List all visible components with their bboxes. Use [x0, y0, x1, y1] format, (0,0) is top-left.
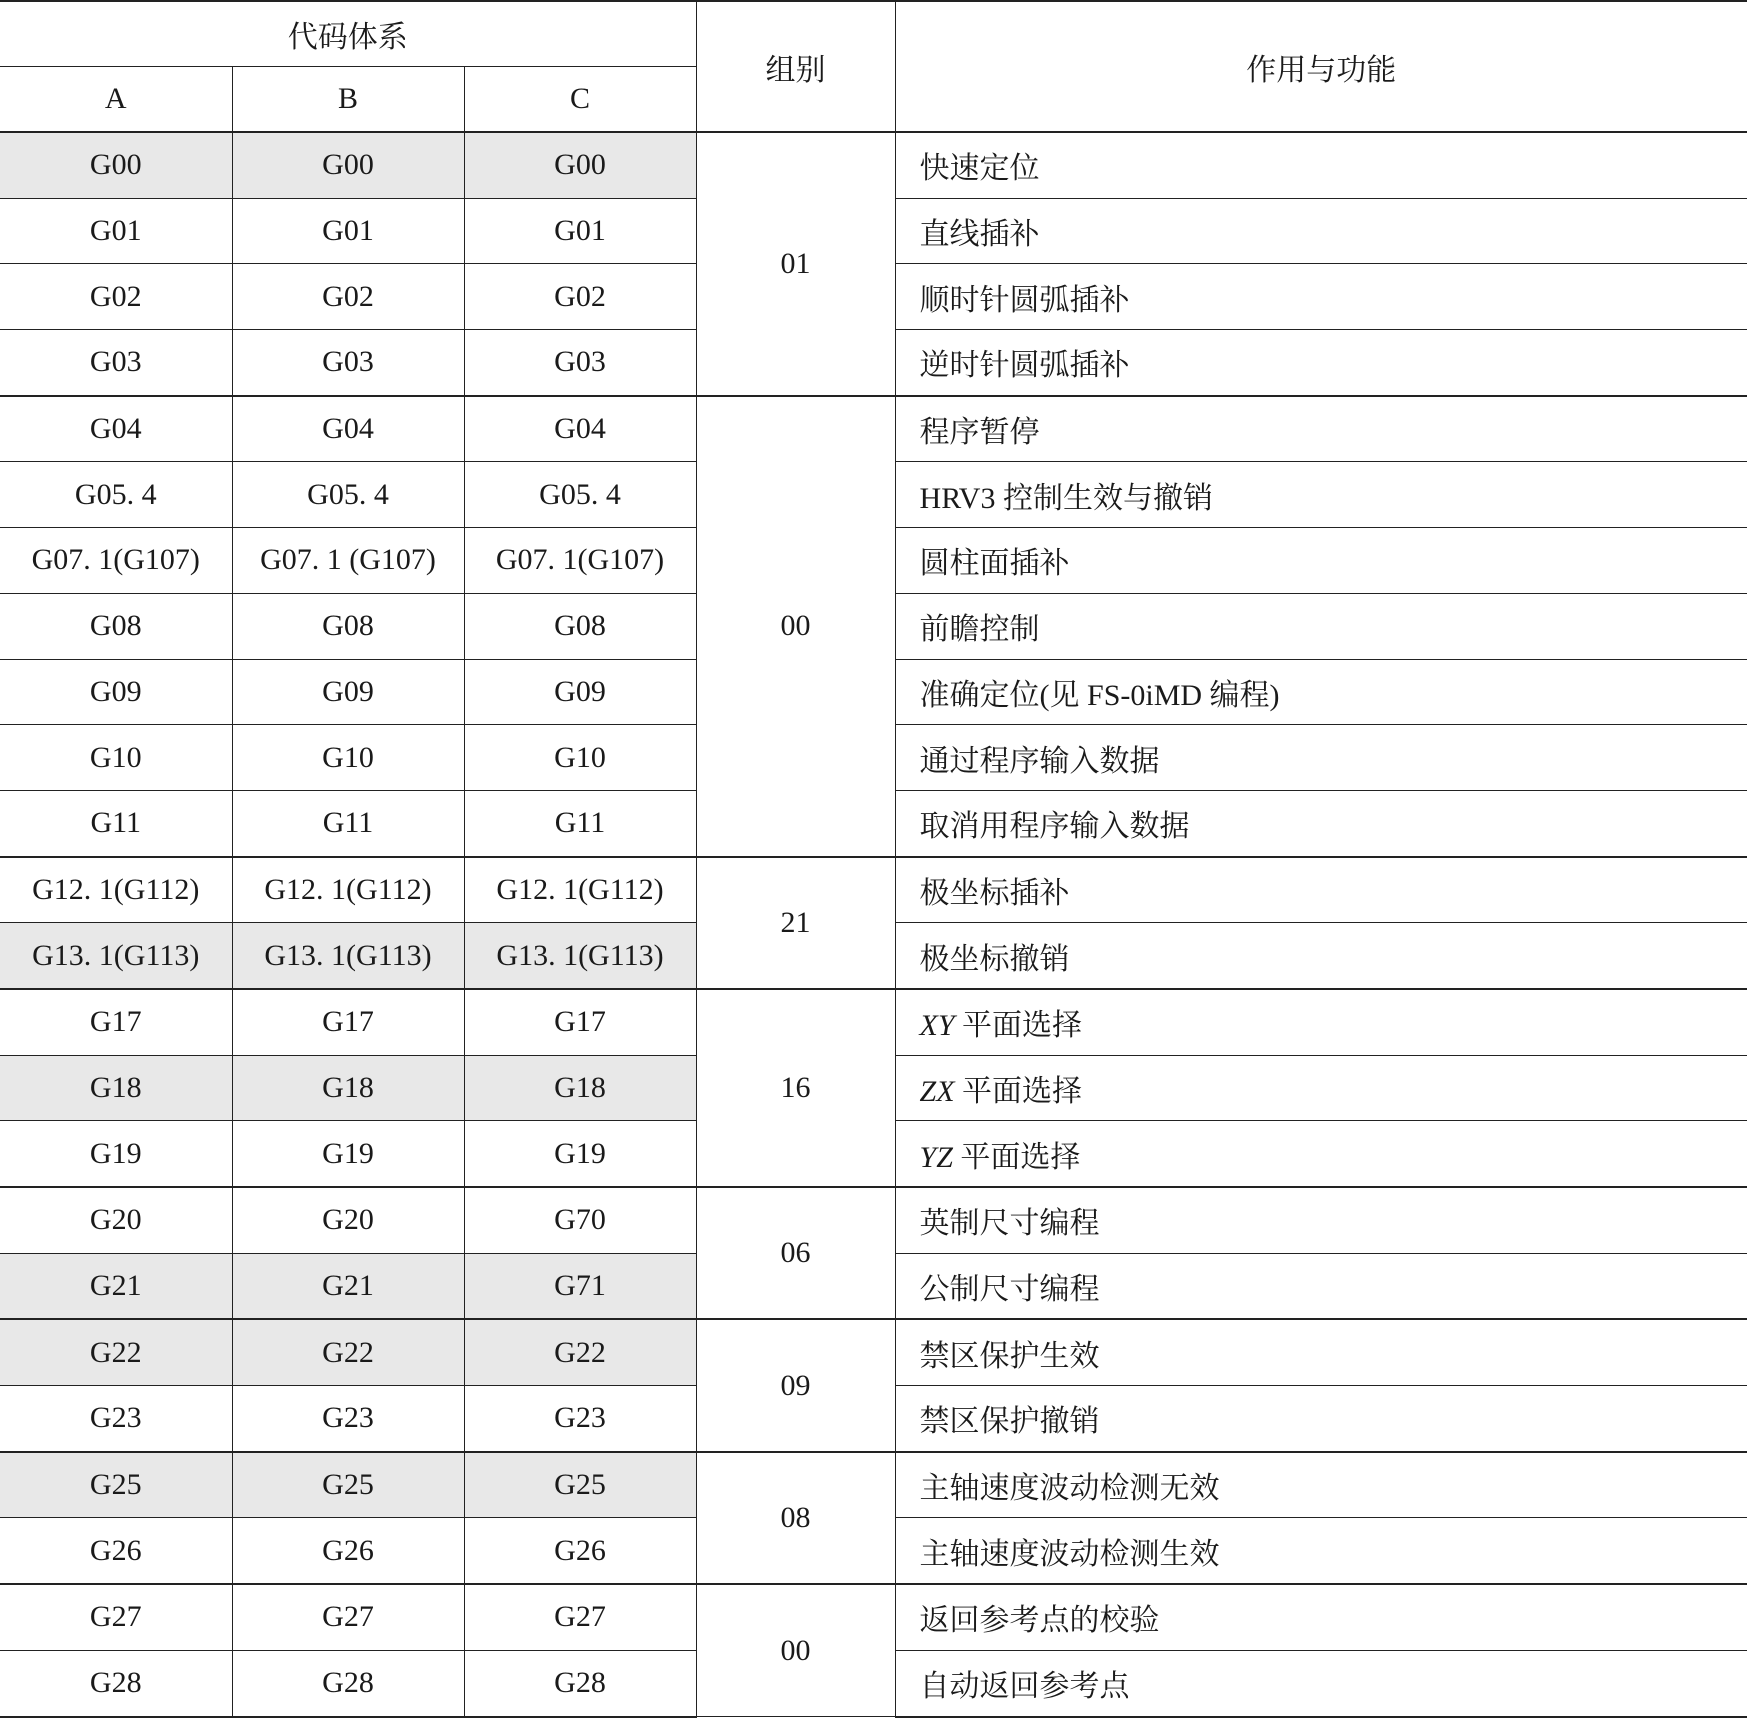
function-text: 取消用程序输入数据: [919, 810, 1190, 844]
code-c-cell: G18: [464, 1055, 696, 1121]
system-c-header: C: [464, 67, 696, 133]
code-b-cell: G13. 1(G113): [232, 923, 464, 989]
function-text: 顺时针圆弧插补: [919, 283, 1130, 317]
code-a-cell: G17: [0, 989, 232, 1055]
code-c-cell: G70: [464, 1187, 696, 1253]
code-a-cell: G25: [0, 1452, 232, 1518]
function-cell: [895, 1386, 1747, 1452]
code-a-cell: G03: [0, 330, 232, 396]
code-c-cell: G09: [464, 659, 696, 725]
table-body: [0, 132, 1747, 1717]
function-text: 禁区保护生效: [919, 1339, 1100, 1373]
code-c-cell: G71: [464, 1253, 696, 1319]
function-text: 快速定位: [919, 152, 1040, 186]
code-c-cell: G12. 1(G112): [464, 857, 696, 923]
code-b-cell: G23: [232, 1386, 464, 1452]
code-c-cell: G03: [464, 330, 696, 396]
code-b-cell: G25: [232, 1452, 464, 1518]
function-cell: [895, 1253, 1747, 1319]
code-b-cell: G27: [232, 1584, 464, 1650]
function-cell: [895, 725, 1747, 791]
code-c-cell: G25: [464, 1452, 696, 1518]
function-cell: [895, 857, 1747, 923]
table-row: [0, 132, 1747, 198]
code-a-cell: G11: [0, 790, 232, 856]
header-row-top: [0, 1, 1747, 67]
table-row: [0, 1452, 1747, 1518]
code-c-cell: G05. 4: [464, 462, 696, 528]
table-header: [0, 1, 1747, 132]
code-b-cell: G28: [232, 1650, 464, 1716]
function-cell: [895, 462, 1747, 528]
code-a-cell: G22: [0, 1319, 232, 1385]
table-row: [0, 989, 1747, 1055]
code-b-cell: G04: [232, 396, 464, 462]
function-text: 直线插补: [919, 218, 1040, 252]
function-cell: [895, 132, 1747, 198]
table-row: [0, 1584, 1747, 1650]
code-c-cell: G07. 1(G107): [464, 528, 696, 594]
code-a-cell: G09: [0, 659, 232, 725]
function-cell: [895, 1650, 1747, 1716]
code-b-cell: G18: [232, 1055, 464, 1121]
code-c-cell: G23: [464, 1386, 696, 1452]
code-a-cell: G10: [0, 725, 232, 791]
function-cell: [895, 396, 1747, 462]
function-text: 平面选择: [962, 1009, 1083, 1043]
code-b-cell: G10: [232, 725, 464, 791]
code-system-header: 代码体系: [0, 1, 696, 67]
function-cell: [895, 790, 1747, 856]
system-a-header: A: [0, 67, 232, 133]
axis-label: XY: [919, 1009, 955, 1043]
code-a-cell: G23: [0, 1386, 232, 1452]
function-text: 禁区保护撤销: [919, 1405, 1100, 1439]
code-b-cell: G19: [232, 1121, 464, 1187]
function-text: 英制尺寸编程: [919, 1207, 1100, 1241]
code-a-cell: G21: [0, 1253, 232, 1319]
code-b-cell: G01: [232, 198, 464, 264]
code-a-cell: G19: [0, 1121, 232, 1187]
function-cell: [895, 330, 1747, 396]
code-b-cell: G21: [232, 1253, 464, 1319]
code-c-cell: G13. 1(G113): [464, 923, 696, 989]
code-c-cell: G26: [464, 1518, 696, 1584]
group-cell: 01: [696, 132, 895, 396]
group-cell: 06: [696, 1187, 895, 1319]
function-cell: [895, 1452, 1747, 1518]
code-c-cell: G00: [464, 132, 696, 198]
code-a-cell: G07. 1(G107): [0, 528, 232, 594]
function-text: 平面选择: [960, 1140, 1081, 1174]
code-b-cell: G11: [232, 790, 464, 856]
code-b-cell: G17: [232, 989, 464, 1055]
code-b-cell: G02: [232, 264, 464, 330]
code-b-cell: G26: [232, 1518, 464, 1584]
function-text: 自动返回参考点: [919, 1670, 1130, 1704]
code-a-cell: G18: [0, 1055, 232, 1121]
code-c-cell: G08: [464, 593, 696, 659]
table-row: [0, 1187, 1747, 1253]
function-cell: [895, 659, 1747, 725]
function-text: 通过程序输入数据: [919, 744, 1160, 778]
group-cell: 21: [696, 857, 895, 989]
code-c-cell: G10: [464, 725, 696, 791]
function-header: 作用与功能: [895, 1, 1747, 132]
function-text: 逆时针圆弧插补: [919, 349, 1130, 383]
code-b-cell: G09: [232, 659, 464, 725]
axis-label: ZX: [919, 1074, 955, 1108]
group-cell: 00: [696, 1584, 895, 1716]
function-cell: [895, 1584, 1747, 1650]
table-row: [0, 857, 1747, 923]
code-b-cell: G05. 4: [232, 462, 464, 528]
function-cell: [895, 923, 1747, 989]
code-a-cell: G04: [0, 396, 232, 462]
code-c-cell: G02: [464, 264, 696, 330]
function-text: 程序暂停: [919, 416, 1040, 450]
function-cell: [895, 989, 1747, 1055]
code-a-cell: G26: [0, 1518, 232, 1584]
function-text: 极坐标撤销: [919, 942, 1070, 976]
function-text: 平面选择: [962, 1074, 1083, 1108]
system-b-header: B: [232, 67, 464, 133]
code-c-cell: G28: [464, 1650, 696, 1716]
function-cell: [895, 593, 1747, 659]
group-cell: 08: [696, 1452, 895, 1584]
function-cell: [895, 1055, 1747, 1121]
function-cell: [895, 1121, 1747, 1187]
function-cell: [895, 264, 1747, 330]
function-text: 圆柱面插补: [919, 547, 1070, 581]
code-c-cell: G19: [464, 1121, 696, 1187]
function-text: 主轴速度波动检测生效: [919, 1537, 1220, 1571]
code-a-cell: G27: [0, 1584, 232, 1650]
code-a-cell: G20: [0, 1187, 232, 1253]
function-text: HRV3 控制生效与撤销: [919, 481, 1213, 515]
function-text: 主轴速度波动检测无效: [919, 1472, 1220, 1506]
code-c-cell: G22: [464, 1319, 696, 1385]
table-row: [0, 1319, 1747, 1385]
code-c-cell: G27: [464, 1584, 696, 1650]
function-text: 前瞻控制: [919, 613, 1040, 647]
code-c-cell: G11: [464, 790, 696, 856]
code-a-cell: G05. 4: [0, 462, 232, 528]
code-a-cell: G28: [0, 1650, 232, 1716]
function-text: 准确定位(见 FS-0iMD 编程): [919, 678, 1280, 712]
code-c-cell: G17: [464, 989, 696, 1055]
function-text: 极坐标插补: [919, 876, 1070, 910]
function-cell: [895, 1518, 1747, 1584]
group-cell: 00: [696, 396, 895, 857]
code-b-cell: G07. 1 (G107): [232, 528, 464, 594]
code-a-cell: G01: [0, 198, 232, 264]
function-cell: [895, 1319, 1747, 1385]
table-row: [0, 396, 1747, 462]
function-text: 返回参考点的校验: [919, 1604, 1160, 1638]
function-cell: [895, 1187, 1747, 1253]
code-b-cell: G03: [232, 330, 464, 396]
code-b-cell: G20: [232, 1187, 464, 1253]
code-a-cell: G02: [0, 264, 232, 330]
code-c-cell: G04: [464, 396, 696, 462]
code-a-cell: G08: [0, 593, 232, 659]
code-a-cell: G12. 1(G112): [0, 857, 232, 923]
code-b-cell: G12. 1(G112): [232, 857, 464, 923]
code-b-cell: G08: [232, 593, 464, 659]
code-c-cell: G01: [464, 198, 696, 264]
code-a-cell: G13. 1(G113): [0, 923, 232, 989]
code-b-cell: G00: [232, 132, 464, 198]
group-cell: 16: [696, 989, 895, 1187]
function-text: 公制尺寸编程: [919, 1273, 1100, 1307]
function-cell: [895, 528, 1747, 594]
group-cell: 09: [696, 1319, 895, 1451]
function-cell: [895, 198, 1747, 264]
code-a-cell: G00: [0, 132, 232, 198]
group-header: 组别: [696, 1, 895, 132]
axis-label: YZ: [919, 1140, 953, 1174]
code-b-cell: G22: [232, 1319, 464, 1385]
